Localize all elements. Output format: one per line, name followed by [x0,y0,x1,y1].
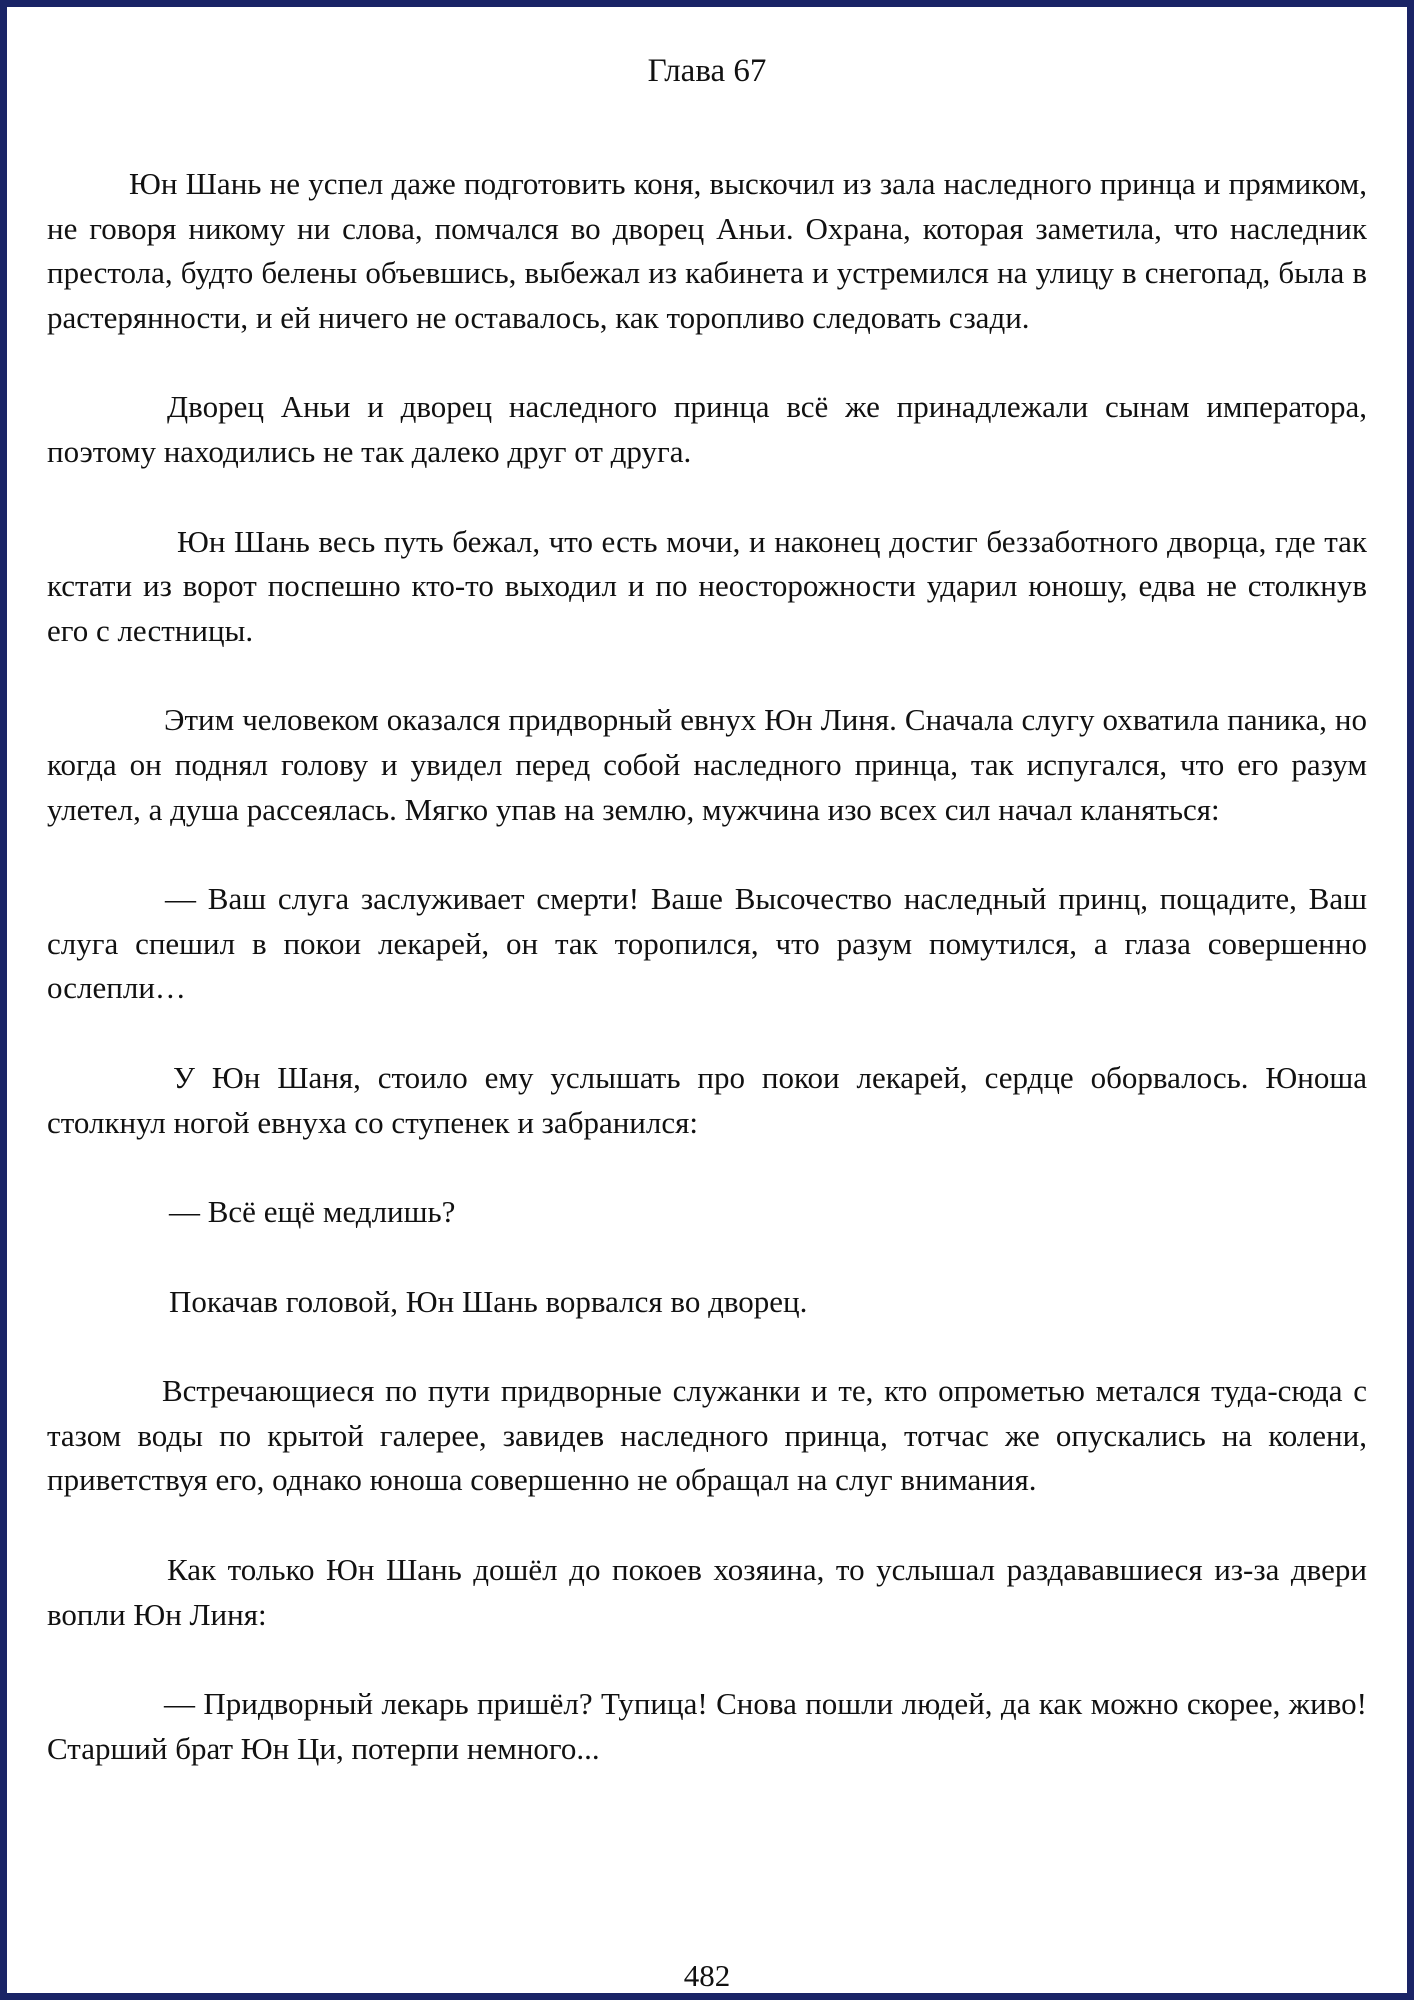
paragraph-3: Юн Шань весь путь бежал, что есть мочи, и наконец достиг беззаботного дворца, где так кстати из ворот поспешно кто-то выходил и по неосторожности ударил юношу, едва не столкнув его с лестницы. [47,523,1367,648]
paragraph-1: Юн Шань не успел даже подготовить коня, выскочил из зала наследного принца и прямиком, не говоря никому ни слова, помчался во дворец Аньи. Охрана, которая заметила, что наследник престола, будто белены объевшись, выбежал из кабинета и устремился на улицу в снегопад, была в растерянности, и ей ничего не оставалось, как торопливо следовать сзади. [47,166,1367,335]
paragraph-2: Дворец Аньи и дворец наследного принца всё же принадлежали сынам императора, поэтому находились не так далеко друг от друга. [47,389,1367,469]
chapter-title: Глава 67 [647,53,767,89]
paragraph-5: — Ваш слуга заслуживает смерти! Ваше Высочество наследный принц, пощадите, Ваш слуга спешил в покои лекарей, он так торопился, что разум помутился, а глаза совершенно ослепли… [47,881,1367,1006]
paragraph-6: У Юн Шаня, стоило ему услышать про покои лекарей, сердце оборвалось. Юноша столкнул ногой евнуха со ступенек и забранился: [47,1059,1367,1140]
paragraph-4: Этим человеком оказался придворный евнух Юн Линя. Сначала слугу охватила паника, но когда он поднял голову и увидел перед собой наследного принца, так испугался, что его разум улетел, а душа рассеялась. Мягко упав на землю, мужчина изо всех сил начал кланяться: [47,702,1367,827]
paragraph-11: — Придворный лекарь пришёл? Тупица! Снова пошли людей, да как можно скорее, живо! Старший брат Юн Ци, потерпи немного... [47,1686,1367,1766]
chapter-body [47,162,1367,1771]
page-number: 482 [683,1958,731,1993]
paragraph-9: Встречающиеся по пути придворные служанки и те, кто опрометью метался туда-сюда с тазом воды по крытой галерее, завидев наследного принца, тотчас же опускались на колени, приветствуя его, однако юноша совершенно не обращал на слуг внимания. [47,1373,1367,1498]
paragraph-7: — Всё ещё медлишь? [169,1194,456,1230]
paragraph-10: Как только Юн Шань дошёл до покоев хозяина, то услышал раздававшиеся из-за двери вопли Юн Линя: [47,1552,1367,1632]
paragraph-8: Покачав головой, Юн Шань ворвался во дворец. [169,1283,808,1319]
